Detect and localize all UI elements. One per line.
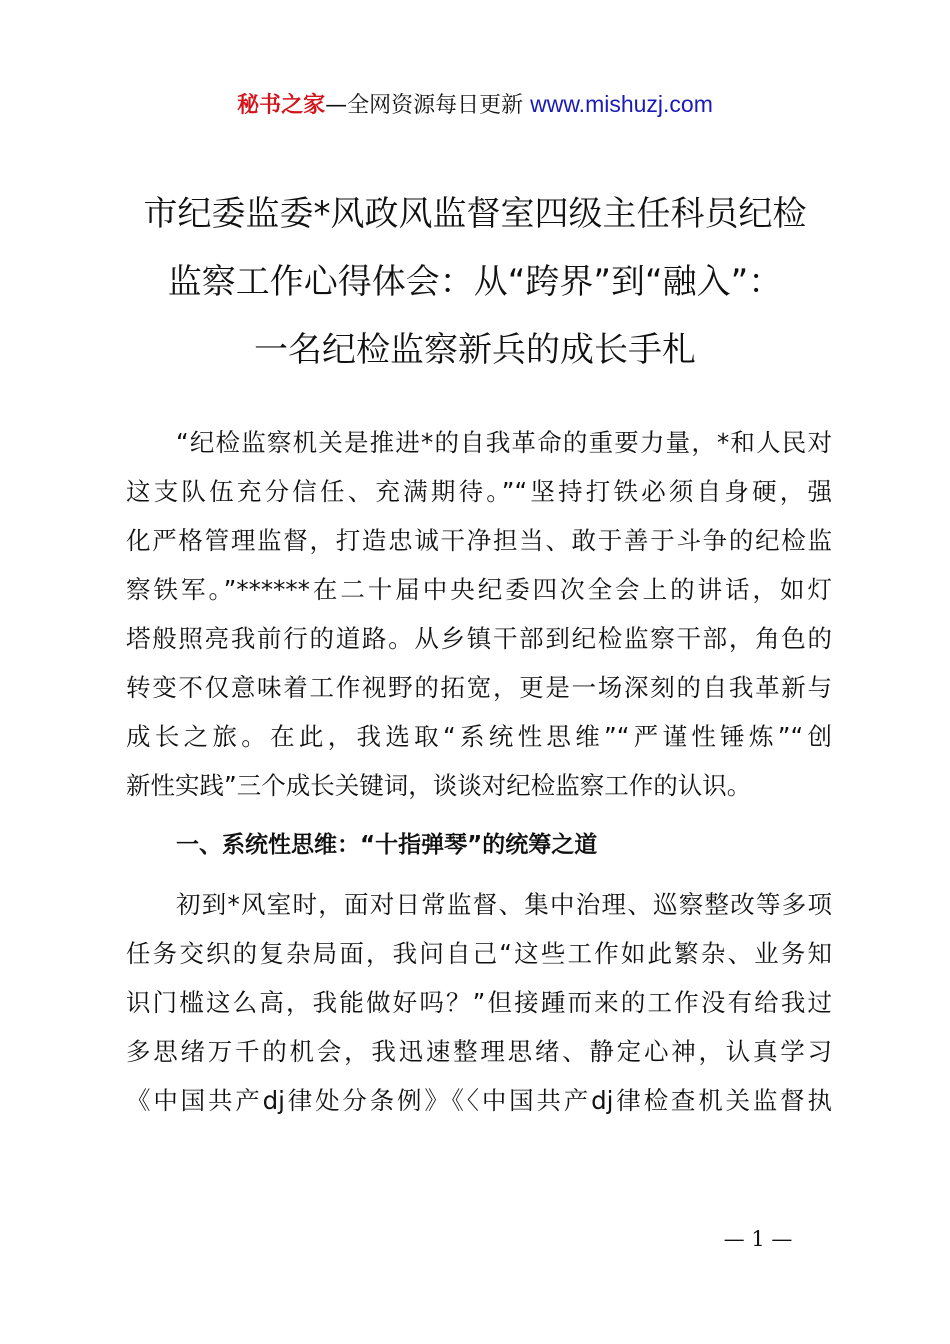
section-1-paragraph (126, 880, 832, 1125)
paragraph-line: 初到*风室时，面对日常监督、集中治理、巡察整改等多项 (176, 890, 832, 919)
paragraph-line: 这支队伍充分信任、充满期待。”“坚持打铁必须自身硬，强 (126, 477, 832, 506)
brand-name: 秘书之家 (237, 93, 326, 118)
paragraph-line: 多思绪万千的机会，我迅速整理思绪、静定心神，认真学习 (126, 1037, 832, 1066)
header-tagline: —全网资源每日更新 (325, 93, 524, 118)
paragraph-line: 察铁军。”******在二十届中央纪委四次全会上的讲话，如灯 (126, 575, 832, 604)
page-number: — 1 — (723, 1227, 793, 1251)
paragraph-line: 识门槛这么高，我能做好吗？”但接踵而来的工作没有给我过 (126, 988, 832, 1017)
paragraph-line: 成长之旅。在此，我选取“系统性思维”“严谨性锤炼”“创 (126, 722, 832, 751)
site-header-banner (0, 86, 950, 124)
paragraph-line: “纪检监察机关是推进*的自我革命的重要力量，*和人民对 (176, 428, 832, 457)
section-heading-1: 一、系统性思维：“十指弹琴”的统筹之道 (176, 832, 598, 858)
paragraph-line: 塔般照亮我前行的道路。从乡镇干部到纪检监察干部，角色的 (126, 624, 832, 653)
paragraph-line: 转变不仅意味着工作视野的拓宽，更是一场深刻的自我革新与 (126, 673, 832, 702)
paragraph-line: 任务交织的复杂局面，我问自己“这些工作如此繁杂、业务知 (126, 939, 832, 968)
paragraph-line: 新性实践”三个成长关键词，谈谈对纪检监察工作的认识。 (126, 771, 752, 800)
title-line-3: 一名纪检监察新兵的成长手札 (254, 330, 696, 370)
site-url-link[interactable]: www.mishuzj.com (530, 91, 713, 117)
title-line-1: 市纪委监委*风政风监督室四级主任科员纪检 (143, 194, 807, 234)
document-body (126, 418, 832, 1125)
document-title (90, 180, 860, 384)
title-line-2: 监察工作心得体会：从“跨界”到“融入”： (167, 262, 783, 302)
intro-paragraph (126, 418, 832, 810)
paragraph-line: 《中国共产dj律处分条例》《〈中国共产dj律检查机关监督执 (126, 1086, 832, 1115)
paragraph-line: 化严格管理监督，打造忠诚干净担当、敢于善于斗争的纪检监 (126, 526, 832, 555)
